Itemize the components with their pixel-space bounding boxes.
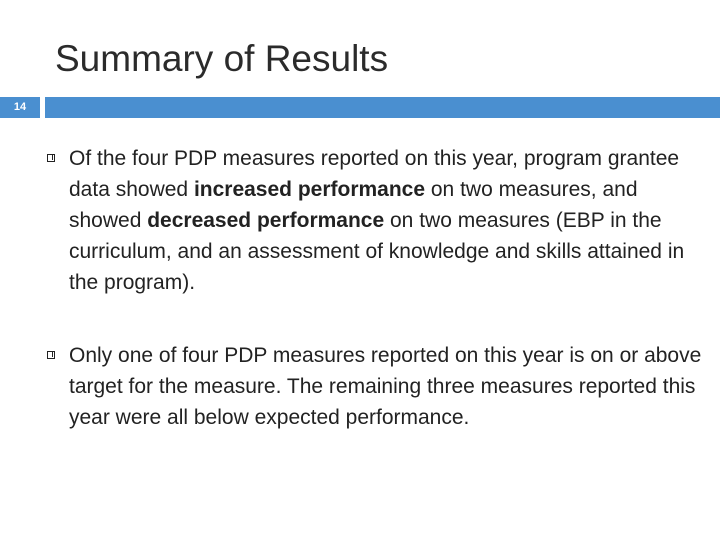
bullet-text-segment: on two measures (EBP in the curriculum, and an assessment of knowledge and skills attained in the program). <box>69 209 685 294</box>
bullet-text-segment: Of the four PDP measures reported on this year, program grantee data showed <box>69 147 680 201</box>
title-divider-bar <box>45 97 720 118</box>
bullet-list <box>44 143 704 475</box>
bullet-emphasis: decreased performance <box>147 209 385 232</box>
bullet-item <box>44 143 704 298</box>
slide-title: Summary of Results <box>55 38 389 79</box>
square-bullet-icon <box>47 154 55 162</box>
square-bullet-icon <box>47 351 55 359</box>
slide-number: 14 <box>13 101 27 113</box>
bullet-emphasis: increased performance <box>193 178 426 201</box>
bullet-text <box>69 147 684 294</box>
bullet-text: Only one of four PDP measures reported on this year is on or above target for the measure. The remaining three measures reported this year were all below expected performance. <box>69 344 702 429</box>
bullet-item <box>44 340 704 433</box>
bullet-text-segment: on two measures, and showed <box>69 178 638 232</box>
